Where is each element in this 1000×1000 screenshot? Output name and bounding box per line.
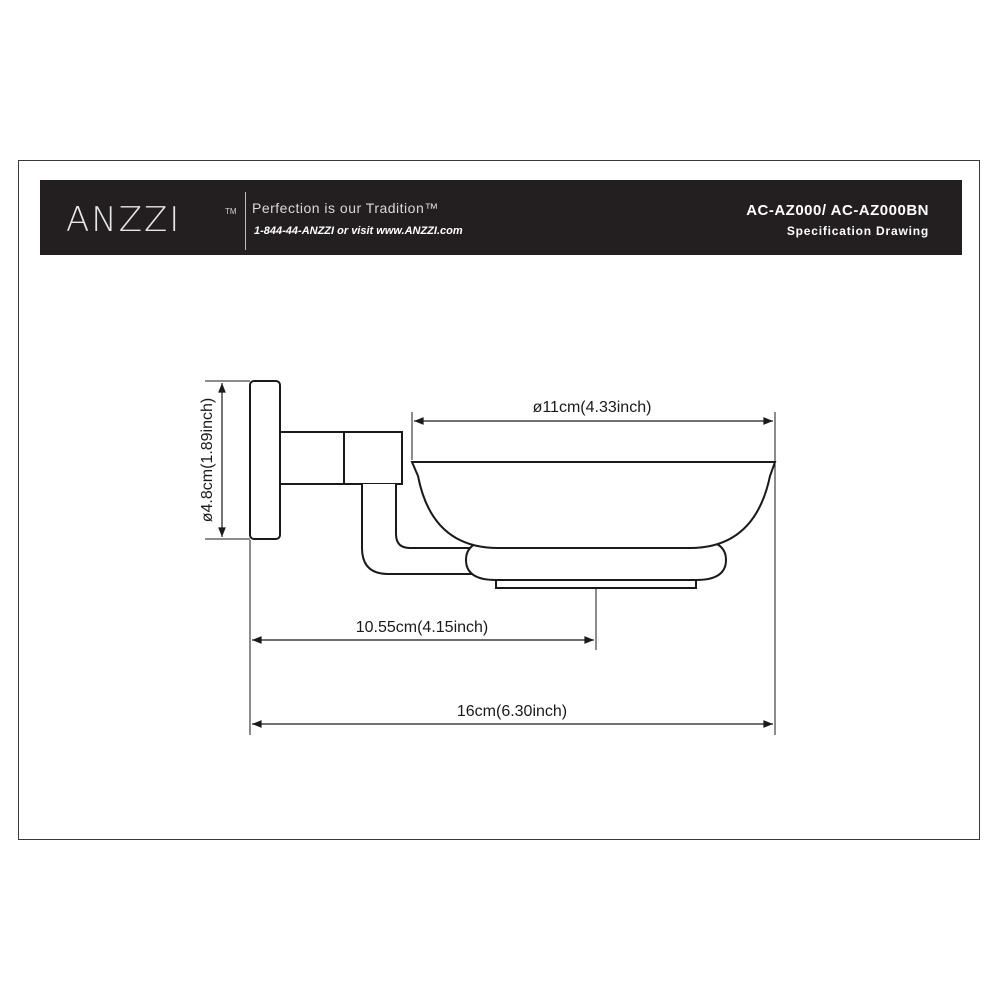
wall-flange <box>250 381 280 539</box>
dish-diameter-label: ø11cm(4.33inch) <box>532 399 652 416</box>
brand-tagline: Perfection is our Tradition™ <box>252 200 439 216</box>
model-number: AC-AZ000/ AC-AZ000BN <box>746 202 929 219</box>
overall-length-label: 16cm(6.30inch) <box>456 703 568 720</box>
dish-base-lip <box>496 580 696 588</box>
soap-dish <box>412 462 775 548</box>
brand-logo: ANZZI <box>66 200 182 240</box>
trademark-mark: TM <box>225 207 237 216</box>
contact-info: 1-844-44-ANZZI or visit www.ANZZI.com <box>254 225 463 237</box>
flange-diameter-label: ø4.8cm(1.89inch) <box>199 397 216 523</box>
arm-collar <box>344 432 402 484</box>
mount-arm <box>280 432 344 484</box>
projection-label: 10.55cm(4.15inch) <box>355 619 489 636</box>
drawing-subtitle: Specification Drawing <box>786 224 929 238</box>
